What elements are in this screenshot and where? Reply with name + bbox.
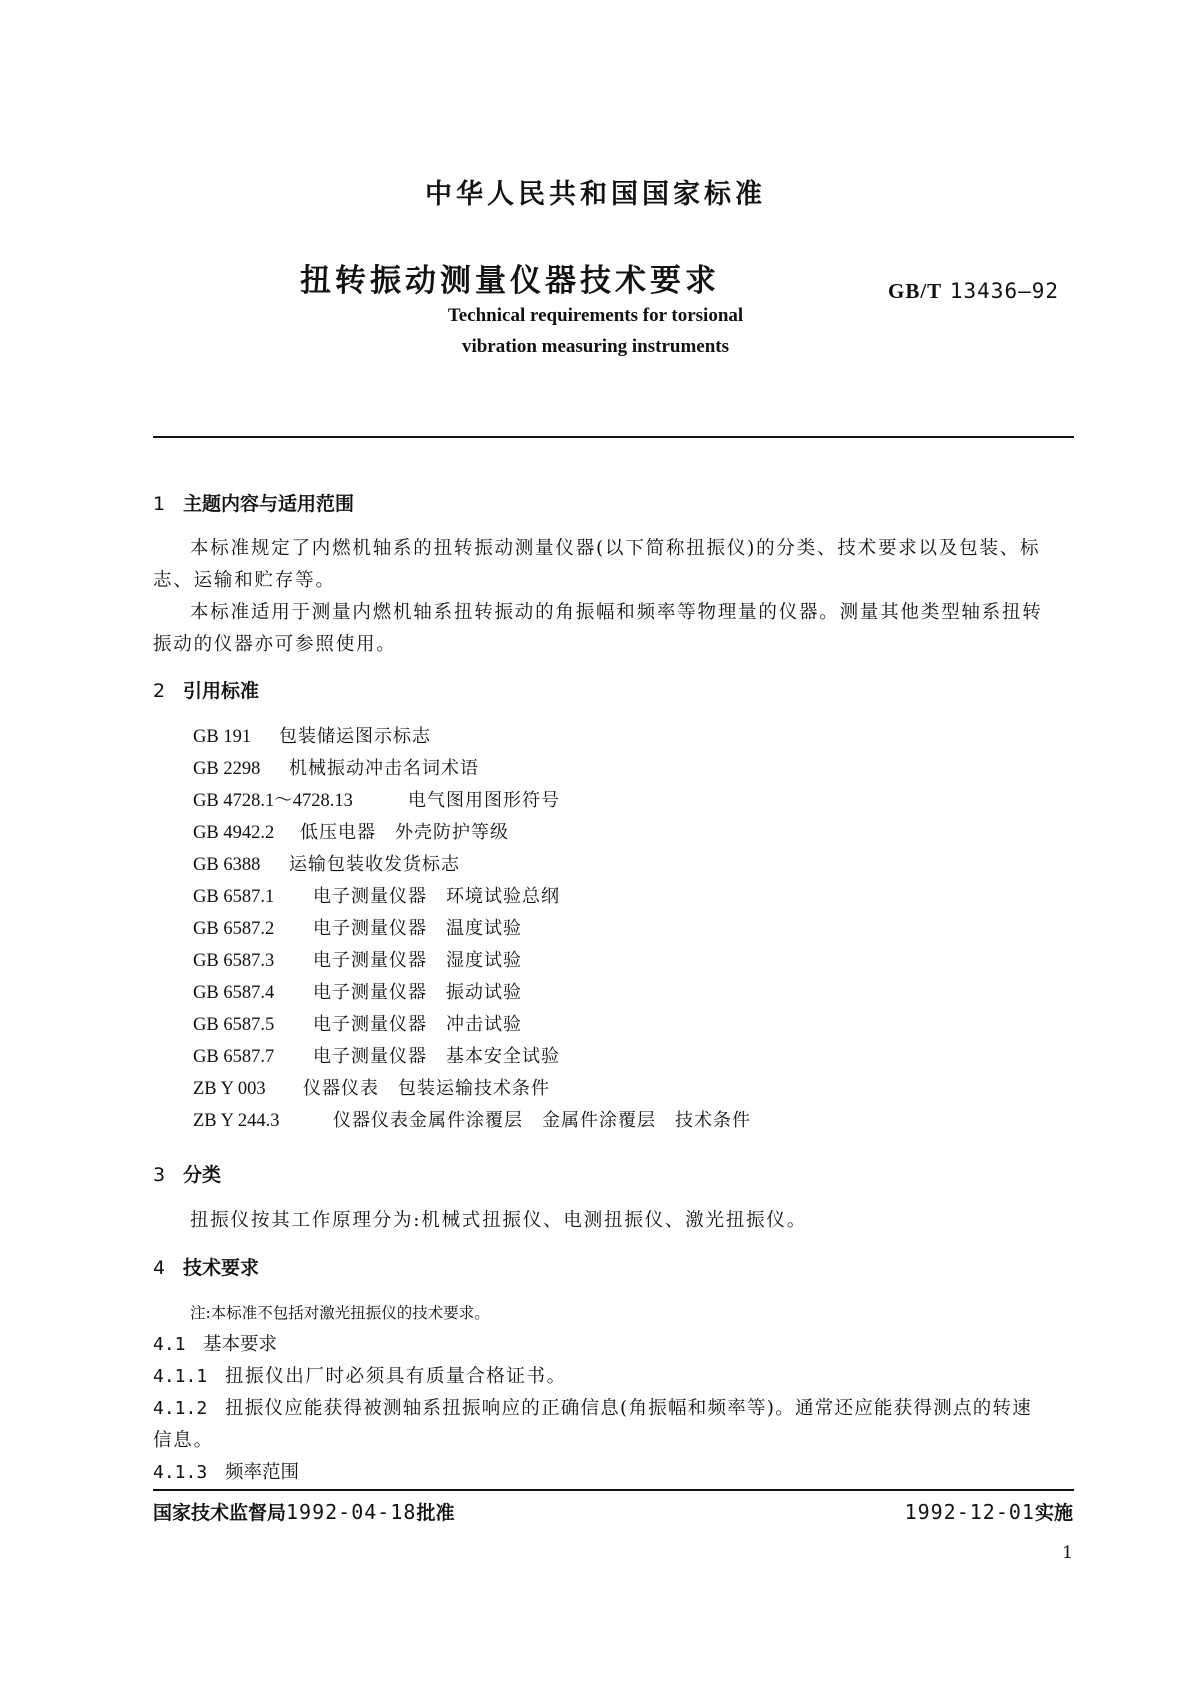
- section-number: 2: [153, 680, 166, 702]
- reference-item: GB 6587.5 电子测量仪器 冲击试验: [193, 1014, 522, 1035]
- title-english-line-2: vibration measuring instruments: [461, 336, 730, 357]
- section-title: 引用标准: [183, 680, 260, 702]
- reference-item: GB 6388 运输包装收发货标志: [193, 854, 460, 875]
- section-title: 技术要求: [183, 1257, 260, 1279]
- clause-4-1-2-continued: 信息。: [153, 1430, 214, 1451]
- section-1-heading: [153, 489, 354, 516]
- approval-date: 1992-04-18: [286, 1500, 417, 1524]
- paragraph-3-1: 扭振仪按其工作原理分为:机械式扭振仪、电测扭振仪、激光扭振仪。: [190, 1210, 808, 1231]
- paragraph-1-2-line-2: 振动的仪器亦可参照使用。: [153, 634, 397, 655]
- reference-item: GB 6587.2 电子测量仪器 温度试验: [193, 918, 522, 939]
- effective-date: 1992-12-01: [904, 1500, 1035, 1524]
- reference-item: ZB Y 003 仪器仪表 包装运输技术条件: [193, 1078, 550, 1099]
- clause-4-1-2: 4.1.2 扭振仪应能获得被测轴系扭振响应的正确信息(角振幅和频率等)。通常还应能获得测点的转速: [153, 1398, 1032, 1419]
- section-number: 4: [153, 1257, 166, 1279]
- section-title: 分类: [183, 1164, 222, 1186]
- paragraph-1-1-line-2: 志、运输和贮存等。: [153, 570, 336, 591]
- page-number: 1: [1062, 1543, 1073, 1563]
- effective-line: 1992-12-01实施: [904, 1500, 1073, 1524]
- clause-4-1-3: 4.1.3 频率范围: [153, 1462, 300, 1483]
- paragraph-1-1-line-1: 本标准规定了内燃机轴系的扭转振动测量仪器(以下简称扭振仪)的分类、技术要求以及包装、标: [190, 538, 1041, 559]
- reference-item: GB 6587.7 电子测量仪器 基本安全试验: [193, 1046, 560, 1067]
- header-divider: [153, 436, 1074, 438]
- section-4-note: 注:本标准不包括对激光扭振仪的技术要求。: [190, 1304, 490, 1322]
- section-2-heading: [153, 676, 259, 703]
- clause-4-1: 4.1 基本要求: [153, 1334, 278, 1355]
- title-english-line-1: Technical requirements for torsional: [447, 305, 744, 326]
- reference-item: GB 4942.2 低压电器 外壳防护等级: [193, 822, 509, 843]
- reference-item: GB 191 包装储运图示标志: [193, 726, 431, 747]
- section-title: 主题内容与适用范围: [183, 493, 355, 515]
- reference-item: GB 6587.3 电子测量仪器 湿度试验: [193, 950, 522, 971]
- title-chinese: 扭转振动测量仪器技术要求: [300, 263, 720, 299]
- reference-item: GB 2298 机械振动冲击名词术语: [193, 758, 479, 779]
- reference-item: GB 6587.4 电子测量仪器 振动试验: [193, 982, 522, 1003]
- reference-item: GB 4728.1～4728.13 电气图用图形符号: [193, 790, 560, 811]
- national-standard-heading: 中华人民共和国国家标准: [425, 179, 766, 210]
- standard-code: 13436—92: [949, 279, 1060, 303]
- approval-line: 国家技术监督局1992-04-18批准: [153, 1500, 455, 1524]
- section-number: 1: [153, 493, 166, 515]
- reference-item: GB 6587.1 电子测量仪器 环境试验总纲: [193, 886, 560, 907]
- clause-4-1-1: 4.1.1 扭振仪出厂时必须具有质量合格证书。: [153, 1366, 567, 1387]
- standard-prefix: GB/T: [888, 279, 943, 303]
- standard-number: [888, 279, 1059, 304]
- section-3-heading: [153, 1160, 221, 1187]
- reference-item: ZB Y 244.3 仪器仪表金属件涂覆层 金属件涂覆层 技术条件: [193, 1110, 751, 1131]
- section-4-heading: [153, 1253, 259, 1280]
- paragraph-1-2-line-1: 本标准适用于测量内燃机轴系扭转振动的角振幅和频率等物理量的仪器。测量其他类型轴系扭转: [190, 602, 1043, 623]
- section-number: 3: [153, 1164, 166, 1186]
- approving-authority: 国家技术监督局: [153, 1502, 287, 1524]
- footer-divider: [153, 1489, 1074, 1491]
